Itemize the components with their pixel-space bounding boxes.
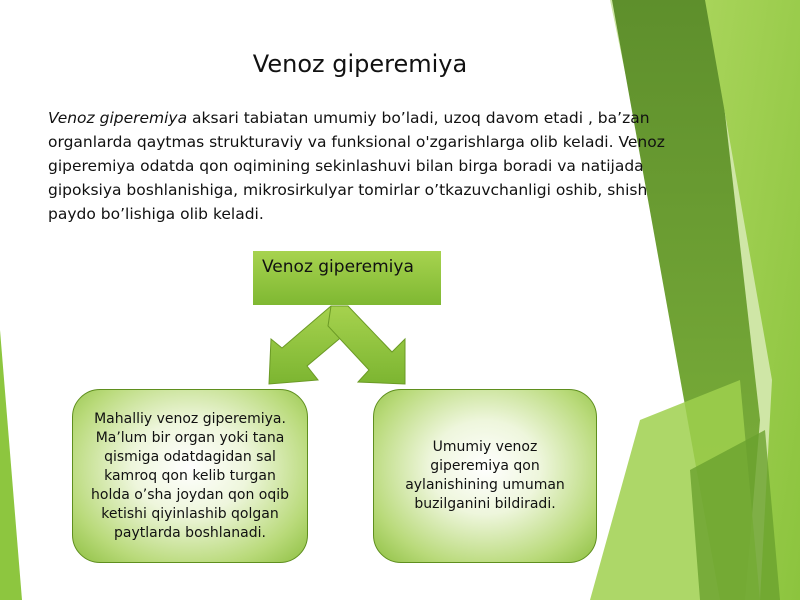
slide-title: Venoz giperemiya bbox=[252, 50, 468, 78]
left-box-text: Mahalliy venoz giperemiya. Ma’lum bir organ yoki tana qismiga odatdagidan sal kamroq qon kelib turgan holda o’sha joydan qon oqib ketishi qiyinlashib qolgan paytlarda boshlanadi. bbox=[91, 410, 289, 541]
right-box-text: Umumiy venoz giperemiya qon aylanishining umuman buzilganini bildiradi. bbox=[405, 439, 565, 512]
bg-shape-left-sliver bbox=[0, 330, 22, 600]
local-venous-hyperemia-box bbox=[72, 389, 308, 563]
general-venous-hyperemia-box bbox=[373, 389, 597, 563]
diagram-root-box: Venoz giperemiya bbox=[253, 251, 441, 305]
paragraph-italic-lead: Venoz giperemiya bbox=[48, 109, 188, 127]
paragraph-text: aksari tabiatan umumiy bo’ladi, uzoq davom etadi , ba’zan organlarda qaytmas strukturaviy va funksional o'zgarishlarga olib keladi. Venoz giperemiya odatda qon oqimining sekinlashuvi bilan birga boradi va natijada gipoksiya boshlanishiga, mikrosirkulyar tomirlar o’tkazuvchanligi oshib, shish paydo bo’lishiga olib keladi. bbox=[48, 109, 665, 223]
description-paragraph bbox=[48, 106, 668, 226]
arrow-down-right bbox=[328, 306, 405, 384]
